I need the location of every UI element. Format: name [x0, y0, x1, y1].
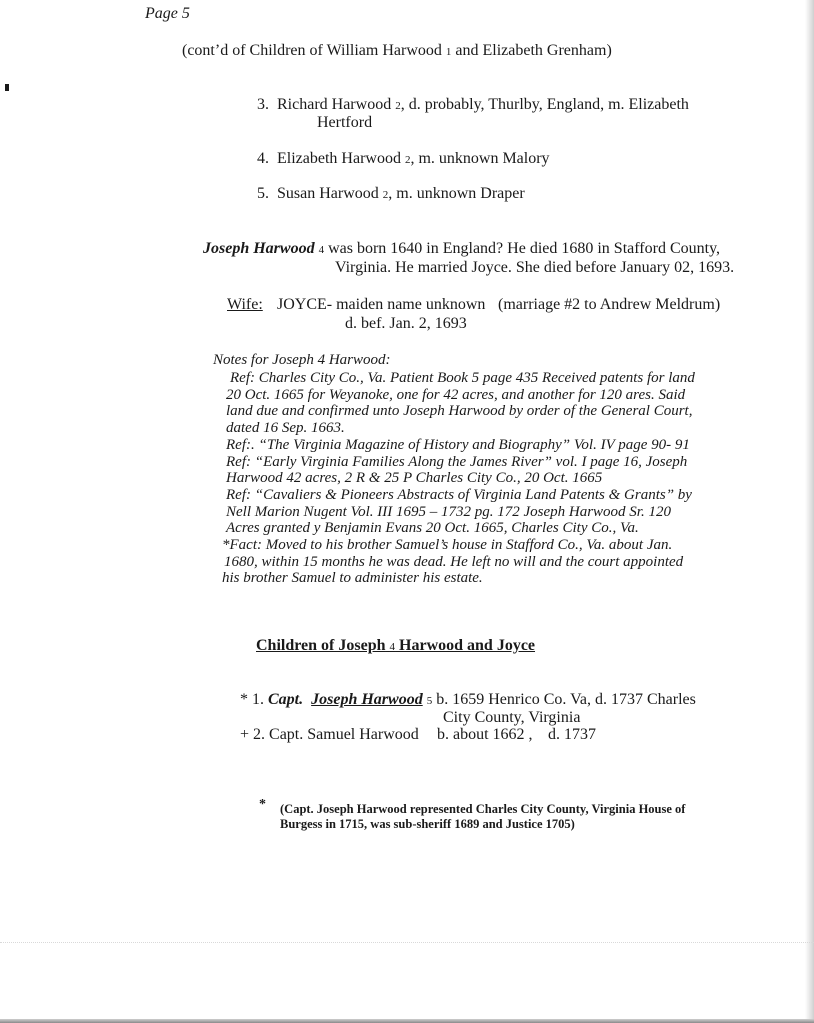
wife-death: d. bef. Jan. 2, 1693	[345, 315, 467, 332]
wife-name: JOYCE- maiden name unknown	[277, 296, 486, 313]
generation-subscript: 2	[404, 154, 411, 166]
sibling-item	[257, 185, 525, 203]
notes-line: Nell Marion Nugent Vol. III 1695 – 1732 pg. 172 Joseph Harwood Sr. 120	[226, 503, 671, 520]
notes-heading: Notes for Joseph 4 Harwood:	[213, 352, 391, 368]
sibling-name: Susan Harwood	[277, 185, 379, 202]
child-name: Capt. Samuel Harwood	[269, 726, 419, 743]
scan-right-edge	[805, 0, 814, 1023]
footnote-line: (Capt. Joseph Harwood represented Charles City County, Virginia House of	[280, 802, 686, 816]
notes-line: *Fact: Moved to his brother Samuel’s house in Stafford Co., Va. about Jan.	[222, 537, 673, 554]
notes-line: Harwood 42 acres, 2 R & 25 P Charles City Co., 20 Oct. 1665	[226, 470, 603, 487]
generation-subscript: 1	[445, 46, 452, 58]
notes-line: Acres granted y Benjamin Evans 20 Oct. 1665, Charles City Co., Va.	[226, 520, 639, 537]
notes-line: his brother Samuel to administer his estate.	[222, 570, 483, 587]
child-details-continued: City County, Virginia	[443, 709, 581, 726]
child-item	[240, 691, 696, 709]
person-details: was born 1640 in England? He died 1680 in Stafford County,	[324, 240, 721, 257]
sibling-name: Elizabeth Harwood	[277, 150, 401, 167]
generation-subscript: 2	[382, 189, 389, 201]
child-birth: b. about 1662 ,	[437, 726, 533, 743]
sibling-number: 5.	[257, 185, 269, 202]
children-heading-text-end: Harwood and Joyce	[395, 637, 536, 654]
notes-line: Ref: Charles City Co., Va. Patient Book 5 page 435 Received patents for land	[230, 370, 695, 386]
notes-line: 1680, within 15 months he was dead. He left no will and the court appointed	[224, 553, 684, 570]
children-heading	[256, 637, 535, 655]
sibling-number: 4.	[257, 150, 269, 167]
generation-subscript: 5	[426, 695, 433, 707]
wife-label: Wife:	[227, 296, 263, 313]
generation-subscript: 4	[318, 244, 325, 256]
sibling-details-continued: Hertford	[317, 114, 373, 131]
notes-line: Ref: “Early Virginia Families Along the James River” vol. I page 16, Joseph	[226, 453, 688, 470]
child-prefix: + 2.	[240, 726, 266, 743]
notes-line: dated 16 Sep. 1663.	[226, 420, 345, 437]
person-entry	[203, 240, 720, 258]
person-details-continued: Virginia. He married Joyce. She died before January 02, 1693.	[335, 259, 735, 276]
person-name: Joseph Harwood	[203, 240, 315, 257]
notes-line: 20 Oct. 1665 for Weyanoke, one for 42 acres, and another for 120 ares. Said	[226, 386, 686, 403]
generation-subscript: 2	[395, 100, 401, 112]
children-heading-text: Children of Joseph	[256, 637, 386, 654]
child-name: Joseph Harwood	[311, 691, 423, 708]
notes-line: Ref: “Cavaliers & Pioneers Abstracts of Virginia Land Patents & Grants” by	[226, 486, 692, 503]
sibling-name: Richard Harwood	[277, 96, 392, 113]
scan-faint-line	[0, 942, 814, 944]
notes-line: land due and confirmed unto Joseph Harwood by order of the General Court,	[226, 403, 693, 420]
sibling-item	[257, 150, 550, 168]
scan-bottom-edge	[0, 1019, 814, 1023]
continued-heading	[182, 42, 612, 60]
child-title: Capt.	[268, 691, 304, 708]
wife-marriage-note: (marriage #2 to Andrew Meldrum)	[498, 296, 721, 313]
child-details: b. 1659 Henrico Co. Va, d. 1737 Charles	[432, 691, 696, 708]
scan-speck	[5, 84, 9, 91]
notes-line: Ref:. “The Virginia Magazine of History and Biography” Vol. IV page 90- 91	[226, 436, 690, 453]
sibling-details: , m. unknown Draper	[388, 185, 525, 202]
generation-subscript: 4	[389, 641, 396, 653]
child-item	[240, 726, 419, 744]
child-death: d. 1737	[548, 726, 596, 743]
footnote-line: Burgess in 1715, was sub-sheriff 1689 and Justice 1705)	[280, 817, 575, 831]
sibling-number: 3.	[257, 96, 269, 113]
sibling-details: , d. probably, Thurlby, England, m. Elizabeth	[400, 96, 689, 113]
footnote-star: *	[259, 797, 266, 812]
sibling-item	[257, 96, 689, 114]
child-prefix: * 1.	[240, 691, 264, 708]
page-number: Page 5	[145, 5, 190, 22]
notes-block	[222, 370, 695, 587]
continued-text-end: and Elizabeth Grenham)	[451, 42, 612, 59]
continued-text: (cont’d of Children of William Harwood	[182, 42, 442, 59]
sibling-details: , m. unknown Malory	[410, 150, 550, 167]
